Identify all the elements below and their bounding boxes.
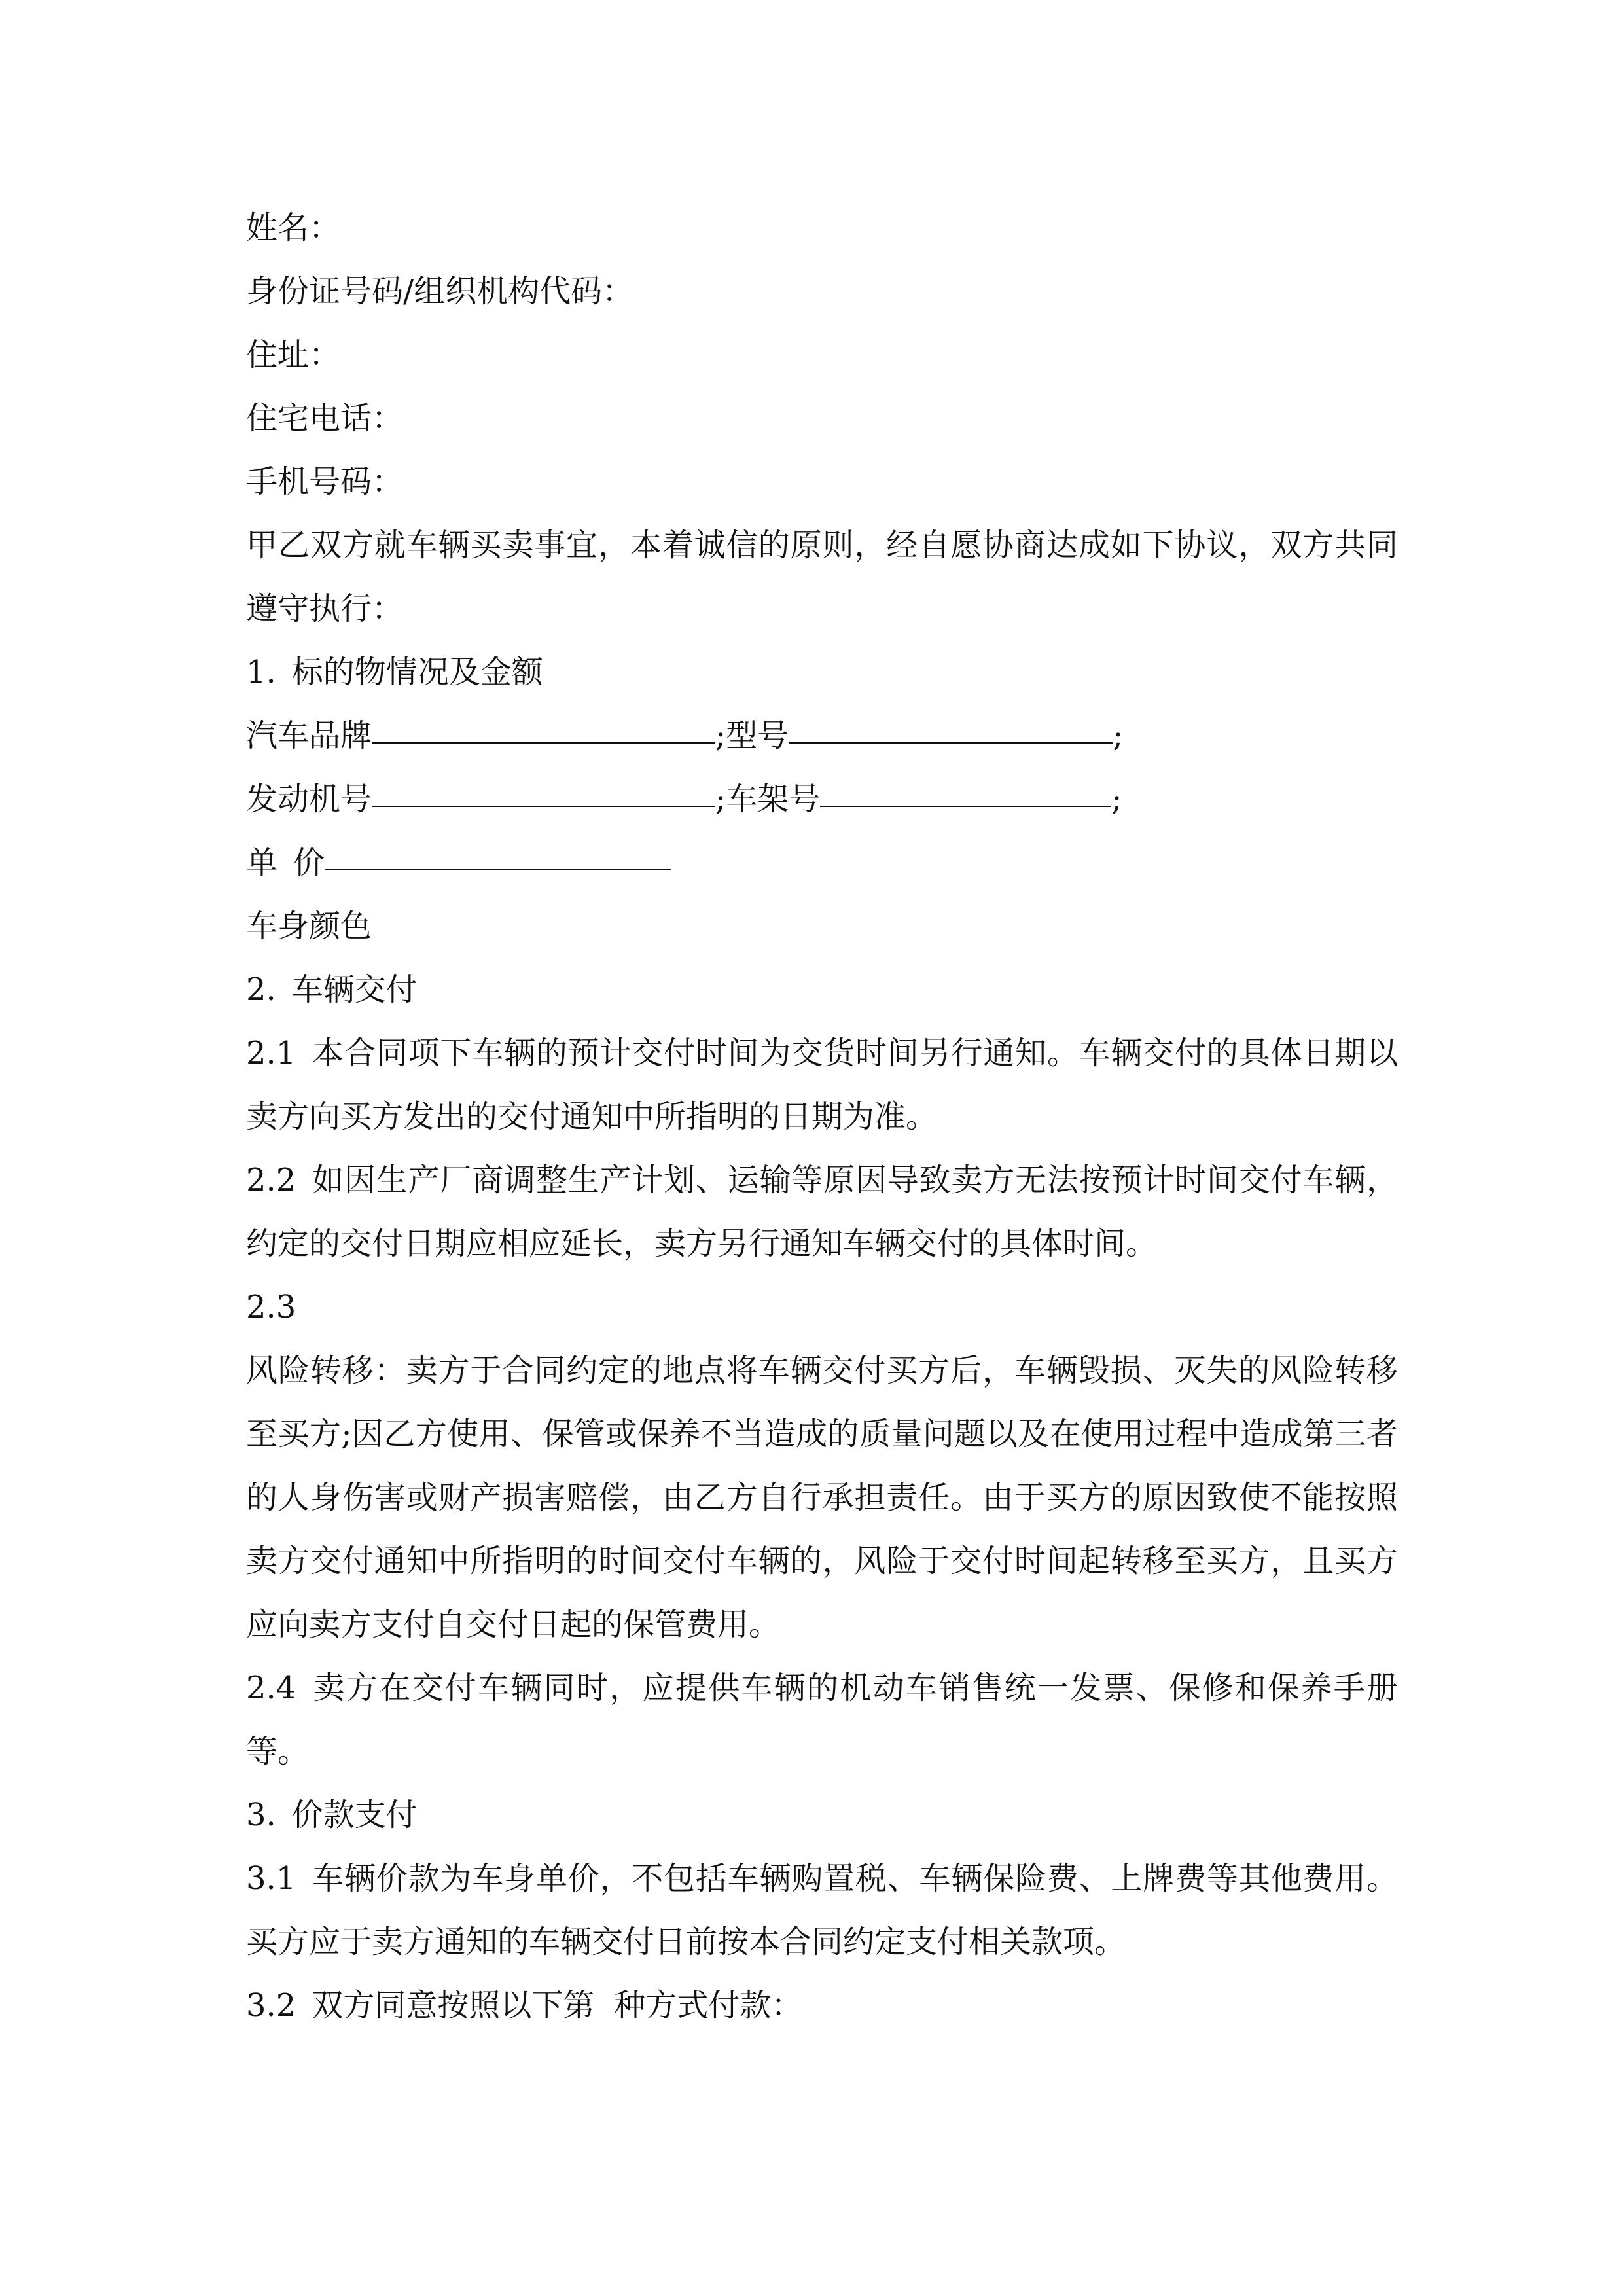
engine-label: 发动机号	[246, 781, 372, 817]
section3-heading	[246, 1784, 1398, 1847]
model-semicolon: ;	[1113, 717, 1124, 754]
clause-3-1-number: 3.1	[246, 1860, 296, 1897]
price-label-a: 单	[246, 844, 278, 881]
engine-blank[interactable]	[372, 768, 715, 807]
frame-label: ;车架号	[715, 781, 821, 817]
section2-title: 车辆交付	[291, 971, 418, 1008]
model-blank[interactable]	[789, 704, 1113, 744]
clause-3-2-number: 3.2	[246, 1987, 296, 2024]
frame-semicolon: ;	[1111, 781, 1122, 817]
id-label: 身份证号码/组织机构代码：	[246, 273, 634, 310]
engine-frame-row	[246, 768, 1398, 831]
clause-3-1-text: 车辆价款为车身单价，不包括车辆购置税、车辆保险费、上牌费等其他费用。买方应于卖方通知的车辆交付日前按本合同约定支付相关款项。	[246, 1860, 1398, 1960]
section3-number: 3.	[246, 1797, 276, 1833]
name-label: 姓名：	[246, 209, 341, 246]
clause-3-2-text-b: 种方式付款：	[614, 1987, 803, 2024]
section1-number: 1.	[246, 654, 276, 691]
brand-label: 汽车品牌	[246, 717, 372, 754]
clause-2-1	[246, 1022, 1398, 1149]
clause-2-4	[246, 1657, 1398, 1784]
brand-blank[interactable]	[372, 704, 715, 744]
clause-2-1-number: 2.1	[246, 1035, 296, 1071]
clause-2-4-number: 2.4	[246, 1670, 296, 1706]
clause-3-2	[246, 1974, 1398, 2037]
clause-2-2	[246, 1149, 1398, 1276]
clause-3-2-text-a: 双方同意按照以下第	[312, 1987, 595, 2024]
frame-blank[interactable]	[820, 768, 1111, 807]
mobile-label: 手机号码：	[246, 463, 404, 500]
price-label-b: 价	[293, 844, 325, 881]
clause-2-1-text: 本合同项下车辆的预计交付时间为交货时间另行通知。车辆交付的具体日期以卖方向买方发出的交付通知中所指明的日期为准。	[246, 1035, 1398, 1135]
section2-heading	[246, 958, 1398, 1022]
section3-title: 价款支付	[291, 1797, 418, 1833]
price-blank[interactable]	[325, 831, 671, 870]
clause-2-4-text: 卖方在交付车辆同时，应提供车辆的机动车销售统一发票、保修和保养手册等。	[246, 1670, 1398, 1770]
address-label: 住址：	[246, 336, 341, 373]
color-label: 车身颜色	[246, 908, 372, 944]
clause-3-1	[246, 1847, 1398, 1974]
home-phone-label: 住宅电话：	[246, 400, 404, 437]
price-row	[246, 831, 1398, 895]
model-label: ;型号	[715, 717, 789, 754]
clause-2-2-number: 2.2	[246, 1162, 296, 1198]
intro-paragraph: 甲乙双方就车辆买卖事宜，本着诚信的原则，经自愿协商达成如下协议，双方共同遵守执行：	[246, 527, 1398, 627]
clause-2-3-text: 风险转移：卖方于合同约定的地点将车辆交付买方后，车辆毁损、灭失的风险转移至买方;因乙方使用、保管或保养不当造成的质量问题以及在使用过程中造成第三者的人身伤害或财产损害赔偿，由乙方自行承担责任。由于买方的原因致使不能按照卖方交付通知中所指明的时间交付车辆的，风险于交付时间起转移至买方，且买方应向卖方支付自交付日起的保管费用。	[246, 1352, 1398, 1643]
clause-2-3-number: 2.3	[246, 1289, 296, 1325]
contract-page	[246, 196, 1398, 2037]
section1-title: 标的物情况及金额	[291, 654, 543, 691]
section2-number: 2.	[246, 971, 276, 1008]
section1-heading	[246, 641, 1398, 704]
brand-model-row	[246, 704, 1398, 768]
clause-2-2-text: 如因生产厂商调整生产计划、运输等原因导致卖方无法按预计时间交付车辆，约定的交付日期应相应延长，卖方另行通知车辆交付的具体时间。	[246, 1162, 1398, 1262]
